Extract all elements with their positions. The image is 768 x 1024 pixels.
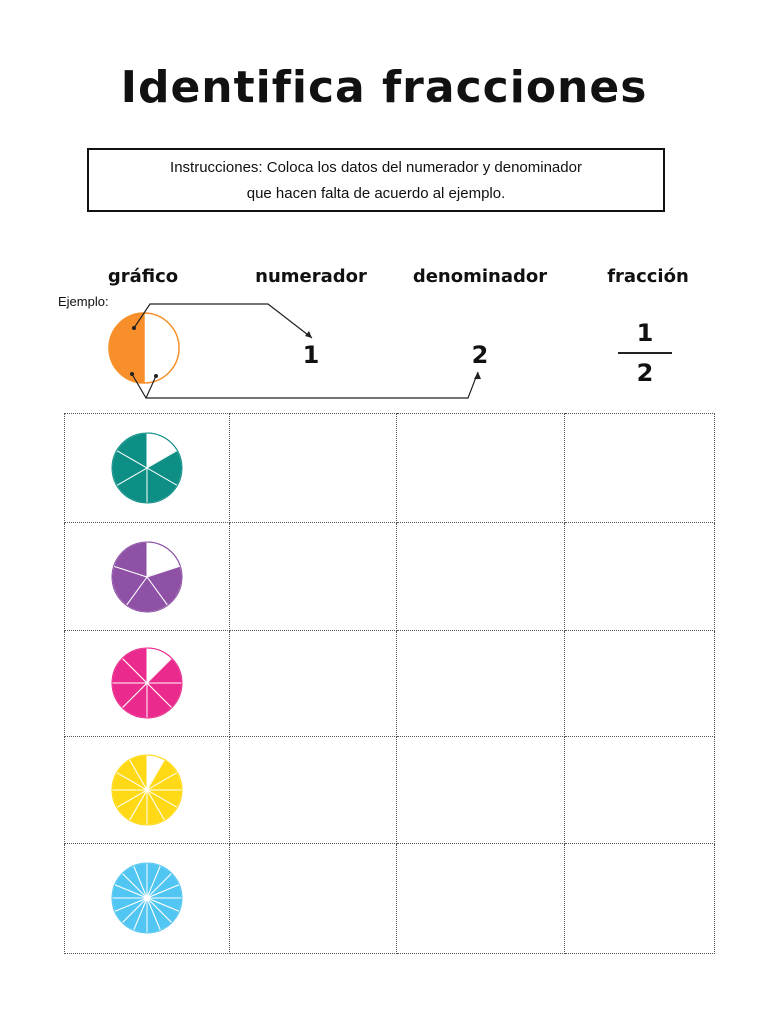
- table-row: [65, 414, 715, 523]
- header-numerador: numerador: [255, 266, 367, 287]
- fraction-pie: [107, 537, 187, 617]
- connector-dot: [154, 374, 158, 378]
- connector-dot: [132, 326, 136, 330]
- answer-table: [64, 413, 715, 954]
- example-shaded-half: [109, 313, 144, 383]
- fraction-pie: [107, 858, 187, 938]
- cell-numerador[interactable]: [230, 737, 397, 843]
- cell-grafico: [65, 414, 230, 523]
- connector-branch: [146, 376, 156, 398]
- cell-fraccion[interactable]: [565, 523, 715, 630]
- cell-fraccion[interactable]: [565, 414, 715, 523]
- cell-numerador[interactable]: [230, 843, 397, 953]
- example-label: Ejemplo:: [58, 294, 109, 309]
- arrow-numerator-icon: [305, 331, 312, 338]
- cell-numerador[interactable]: [230, 523, 397, 630]
- fraction-pie: [107, 428, 187, 508]
- header-denominador: denominador: [412, 266, 548, 287]
- fraction-pie: [107, 643, 187, 723]
- cell-grafico: [65, 523, 230, 630]
- cell-denominador[interactable]: [396, 630, 565, 736]
- table-row: [65, 630, 715, 736]
- header-grafico: gráfico: [107, 266, 179, 287]
- cell-denominador[interactable]: [396, 737, 565, 843]
- cell-fraccion[interactable]: [565, 630, 715, 736]
- cell-fraccion[interactable]: [565, 843, 715, 953]
- cell-denominador[interactable]: [396, 414, 565, 523]
- connector-to-denominator: [132, 372, 478, 398]
- cell-grafico: [65, 843, 230, 953]
- fraction-pie: [107, 750, 187, 830]
- cell-denominador[interactable]: [396, 523, 565, 630]
- table-row: [65, 737, 715, 843]
- header-fraccion: fracción: [607, 266, 689, 287]
- table-row: [65, 843, 715, 953]
- connector-dot: [130, 372, 134, 376]
- example-denominator: 2: [471, 341, 489, 369]
- instructions-line-1: Instrucciones: Coloca los datos del numerador y denominador: [170, 159, 582, 176]
- cell-grafico: [65, 737, 230, 843]
- cell-grafico: [65, 630, 230, 736]
- connector-to-numerator: [134, 304, 312, 338]
- cell-numerador[interactable]: [230, 414, 397, 523]
- worksheet-title: Identifica fracciones: [120, 62, 648, 113]
- cell-numerador[interactable]: [230, 630, 397, 736]
- example-fraction-denominator: 2: [636, 359, 654, 387]
- cell-fraccion[interactable]: [565, 737, 715, 843]
- example-numerator: 1: [302, 341, 320, 369]
- cell-denominador[interactable]: [396, 843, 565, 953]
- instructions-line-2: que hacen falta de acuerdo al ejemplo.: [246, 185, 506, 202]
- table-row: [65, 523, 715, 630]
- example-fraction-numerator: 1: [636, 319, 654, 347]
- arrow-denominator-icon: [474, 372, 481, 379]
